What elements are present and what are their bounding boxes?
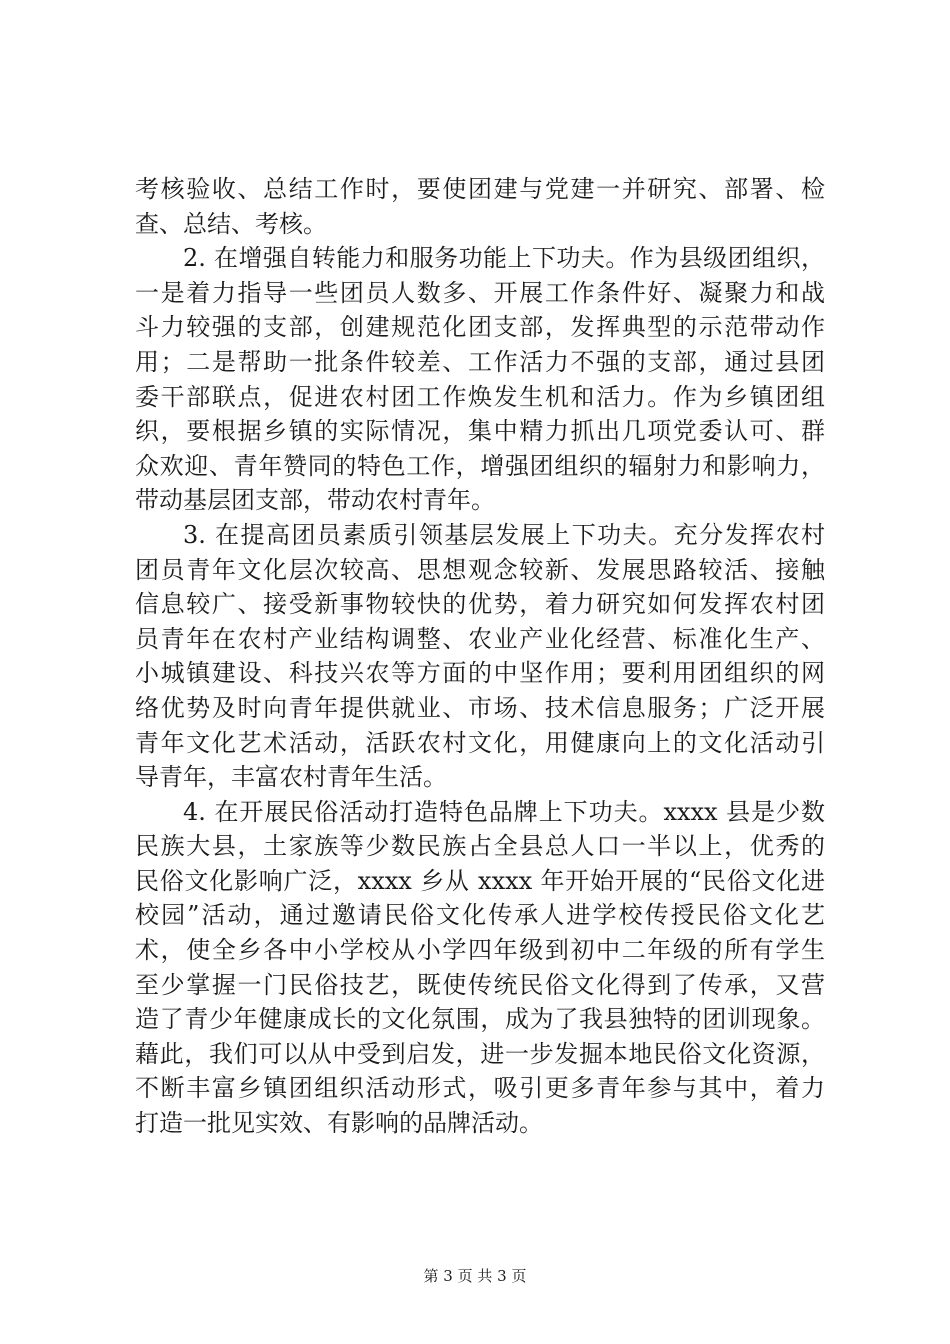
text-line: 打造一批见实效、有影响的品牌活动。 xyxy=(135,1109,543,1138)
text-line: 藉此，我们可以从中受到启发，进一步发掘本地民俗文化资源， xyxy=(135,1039,825,1068)
text-line: 员青年在农村产业结构调整、农业产业化经营、标准化生产、 xyxy=(135,624,825,653)
text-line: 用；二是帮助一批条件较差、工作活力不强的支部，通过县团 xyxy=(135,347,825,376)
paragraph-3-start: 3. 在提高团员素质引领基层发展上下功夫。充分发挥农村 xyxy=(183,520,825,549)
text-line: 信息较广、接受新事物较快的优势，着力研究如何发挥农村团 xyxy=(135,590,825,619)
text-line: 民俗文化影响广泛，xxxx 乡从 xxxx 年开始开展的“民俗文化进 xyxy=(135,866,825,895)
text-line: 团员青年文化层次较高、思想观念较新、发展思路较活、接触 xyxy=(135,555,825,584)
paragraph-2-start: 2. 在增强自转能力和服务功能上下功夫。作为县级团组织， xyxy=(183,244,825,273)
text-line: 斗力较强的支部，创建规范化团支部，发挥典型的示范带动作 xyxy=(135,313,825,342)
text-line: 带动基层团支部，带动农村青年。 xyxy=(135,486,495,515)
page-number: 第 3 页 共 3 页 xyxy=(423,1267,527,1285)
text-line: 络优势及时向青年提供就业、市场、技术信息服务；广泛开展 xyxy=(135,693,825,722)
text-line: 校园”活动，通过邀请民俗文化传承人进学校传授民俗文化艺 xyxy=(135,901,825,930)
text-line: 考核验收、总结工作时，要使团建与党建一并研究、部署、检 xyxy=(135,175,825,203)
text-line: 青年文化艺术活动，活跃农村文化，用健康向上的文化活动引 xyxy=(135,728,825,757)
text-line: 一是着力指导一些团员人数多、开展工作条件好、凝聚力和战 xyxy=(135,278,825,307)
text-line: 众欢迎、青年赞同的特色工作，增强团组织的辐射力和影响力， xyxy=(135,451,825,480)
page-footer xyxy=(0,1266,950,1286)
text-line: 导青年，丰富农村青年生活。 xyxy=(135,763,447,792)
text-line: 造了青少年健康成长的文化氛围，成为了我县独特的团训现象。 xyxy=(135,1005,825,1034)
paragraph-4-start: 4. 在开展民俗活动打造特色品牌上下功夫。xxxx 县是少数 xyxy=(183,797,825,826)
text-line: 至少掌握一门民俗技艺，既使传统民俗文化得到了传承，又营 xyxy=(135,970,825,999)
text-line: 织，要根据乡镇的实际情况，集中精力抓出几项党委认可、群 xyxy=(135,417,825,446)
text-line: 小城镇建设、科技兴农等方面的中坚作用；要利用团组织的网 xyxy=(135,659,825,688)
text-line: 委干部联点，促进农村团工作焕发生机和活力。作为乡镇团组 xyxy=(135,382,825,411)
text-line: 查、总结、考核。 xyxy=(135,209,327,238)
document-body xyxy=(135,172,825,1141)
text-line: 民族大县，土家族等少数民族占全县总人口一半以上，优秀的 xyxy=(135,832,825,861)
text-line: 不断丰富乡镇团组织活动形式，吸引更多青年参与其中，着力 xyxy=(135,1074,825,1103)
text-line: 术，使全乡各中小学校从小学四年级到初中二年级的所有学生 xyxy=(135,936,825,965)
